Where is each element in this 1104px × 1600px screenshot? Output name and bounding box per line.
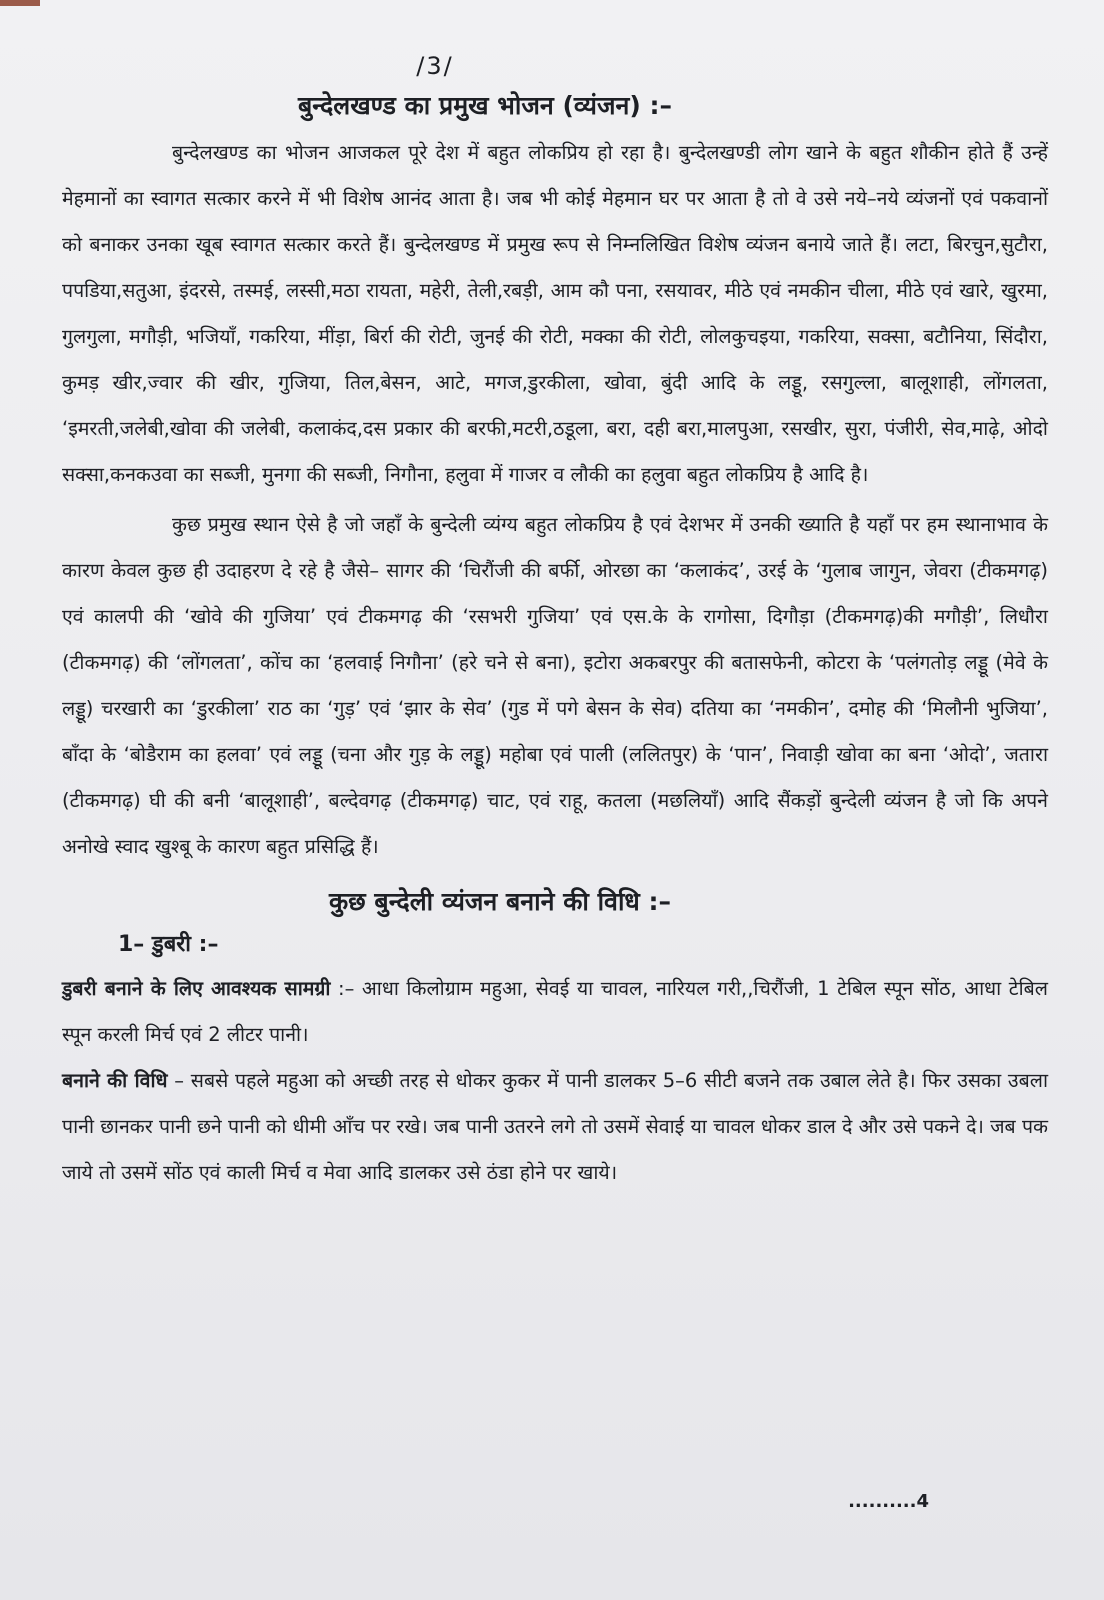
recipe-ingredients <box>62 966 1048 1058</box>
ingredients-text: :– आधा किलोग्राम महुआ, सेवई या चावल, नारियल गरी,,चिरौंजी, 1 टेबिल स्पून सोंठ, आधा टेबिल स्पून करली मिर्च एवं 2 लीटर पानी। <box>62 977 1048 1046</box>
page-number: /3/ <box>416 52 454 80</box>
section-heading: कुछ बुन्देली व्यंजन बनाने की विधि :– <box>328 887 672 916</box>
method-text: – सबसे पहले महुआ को अच्छी तरह से धोकर कुकर में पानी डालकर 5–6 सीटी बजने तक उबाल लेते है। फिर उसका उबला पानी छानकर पानी छने पानी को धीमी आँच पर रखे। जब पानी उतरने लगे तो उसमें सेवाई या चावल धोकर डाल दे और उसे पकने दे। जब पक जाये तो उसमें सोंठ एवं काली मिर्च व मेवा आदि डालकर उसे ठंडा होने पर खाये। <box>62 1069 1048 1184</box>
recipe-method <box>62 1058 1048 1196</box>
page-title: बुन्देलखण्ड का प्रमुख भोजन (व्यंजन) :– <box>297 91 673 120</box>
page-edge-decoration <box>0 0 40 6</box>
ingredients-label: डुबरी बनाने के लिए आवश्यक सामग्री <box>62 977 331 1000</box>
continuation-marker: ..........4 <box>848 1491 929 1512</box>
intro-paragraph: बुन्देलखण्ड का भोजन आजकल पूरे देश में बहुत लोकप्रिय हो रहा है। बुन्देलखण्डी लोग खाने के बहुत शौकीन होते हैं उन्हें मेहमानों का स्वागत सत्कार करने में भी विशेष आनंद आता है। जब भी कोई मेहमान घर पर आता है तो वे उसे नये–नये व्यंजनों एवं पकवानों को बनाकर उनका खूब स्वागत सत्कार करते हैं। बुन्देलखण्ड में प्रमुख रूप से निम्नलिखित विशेष व्यंजन बनाये जाते हैं। लटा, बिरचुन,सुटौरा, पपडिया,सतुआ, इंदरसे, तस्मई, लस्सी,मठा रायता, महेरी, तेली,रबड़ी, आम कौ पना, रसयावर, मीठे एवं नमकीन चीला, मीठे एवं खारे, खुरमा, गुलगुला, मगौड़ी, भजियाँ, गकरिया, मींड़ा, बिर्रा की रोटी, जुनई की रोटी, मक्का की रोटी, लोलकुचइया, गकरिया, सक्सा, बटौनिया, सिंदौरा, कुमड़ खीर,ज्वार की खीर, गुजिया, तिल,बेसन, आटे, मगज,डुरकीला, खोवा, बुंदी आदि के लड्डू, रसगुल्ला, बालूशाही, लोंगलता, ‘इमरती,जलेबी,खोवा की जलेबी, कलाकंद,दस प्रकार की बरफी,मटरी,ठडूला, बरा, दही बरा,मालपुआ, रसखीर, सुरा, पंजीरी, सेव,माढ़े, ओदो सक्सा,कनकउवा का सब्जी, मुनगा की सब्जी, निगौना, हलुवा में गाजर व लौकी का हलुवा बहुत लोकप्रिय है आदि है। <box>62 141 1048 486</box>
method-label: बनाने की विधि <box>62 1069 168 1092</box>
famous-dishes-paragraph: कुछ प्रमुख स्थान ऐसे है जो जहाँ के बुन्देली व्यंग्य बहुत लोकप्रिय है एवं देशभर में उनकी ख्याति है यहाँ पर हम स्थानाभाव के कारण केवल कुछ ही उदाहरण दे रहे है जैसे– सागर की ‘चिरौंजी की बर्फी, ओरछा का ‘कलाकंद’, उरई के ‘गुलाब जागुन, जेवरा (टीकमगढ़) एवं कालपी की ‘खोवे की गुजिया’ एवं टीकमगढ़ की ‘रसभरी गुजिया’ एवं एस.के के रागोसा, दिगौड़ा (टीकमगढ़)की मगौड़ी’, लिधौरा (टीकमगढ़) की ‘लोंगलता’, कोंच का ‘हलवाई निगौना’ (हरे चने से बना), इटोरा अकबरपुर की बतासफेनी, कोटरा के ‘पलंगतोड़ लड्डू (मेवे के लड्डू) चरखारी का ‘डुरकीला’ राठ का ‘गुड़’ एवं ‘झार के सेव’ (गुड में पगे बेसन के सेव) दतिया का ‘नमकीन’, दमोह की ‘मिलौनी भुजिया’, बाँदा के ‘बोडैराम का हलवा’ एवं लड्डू (चना और गुड़ के लड्डू) महोबा एवं पाली (ललितपुर) के ‘पान’, निवाड़ी खोवा का बना ‘ओदो’, जतारा (टीकमगढ़) घी की बनी ‘बालूशाही’, बल्देवगढ़ (टीकमगढ़) चाट, एवं राहू, कतला (मछलियाँ) आदि सैंकड़ों बुन्देली व्यंजन है जो कि अपने अनोखे स्वाद खुश्बू के कारण बहुत प्रसिद्धि हैं। <box>62 513 1048 858</box>
recipe-title: 1– डुबरी :– <box>118 932 219 957</box>
